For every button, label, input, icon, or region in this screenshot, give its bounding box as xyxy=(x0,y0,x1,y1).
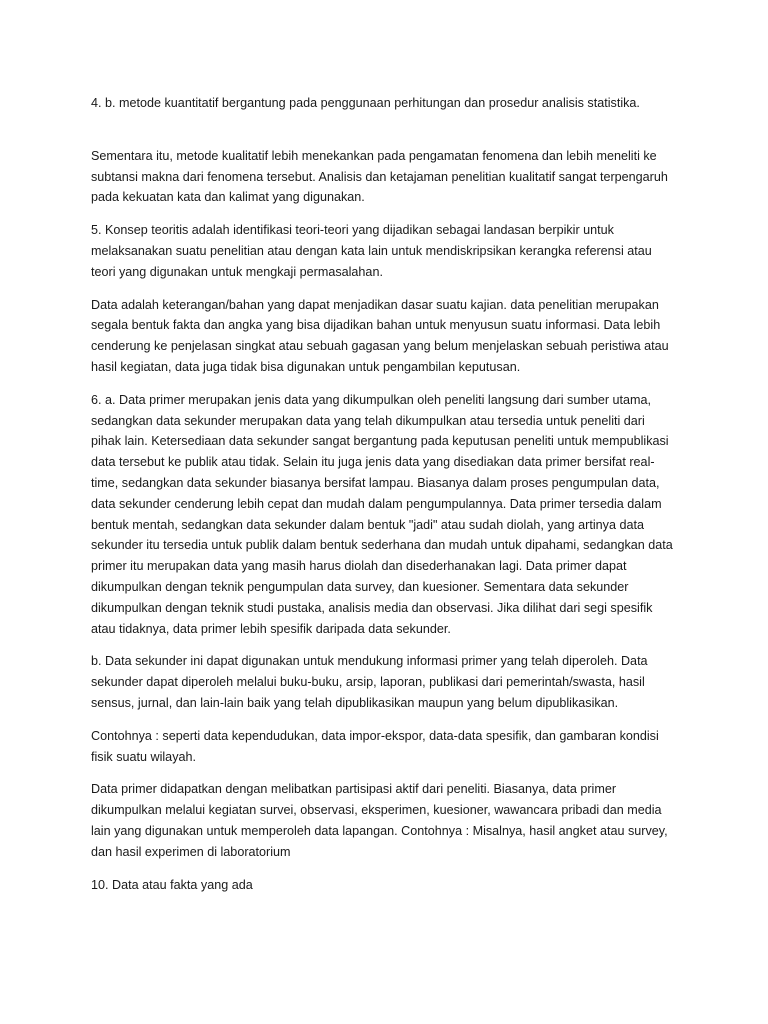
paragraph-contoh-sekunder: Contohnya : seperti data kependudukan, data impor-ekspor, data-data spesifik, dan gambaran kondisi fisik suatu wilayah. xyxy=(91,728,659,764)
document-body xyxy=(91,93,677,907)
paragraph-data-primer-contoh: Data primer didapatkan dengan melibatkan partisipasi aktif dari peneliti. Biasanya, data primer dikumpulkan melalui kegiatan survei, observasi, eksperimen, kuesioner, wawancara pribadi dan media lain yang digunakan untuk memperoleh data lapangan. Contohnya : Misalnya, hasil angket atau survey, dan hasil experimen di laboratorium xyxy=(91,782,668,859)
paragraph-definisi-data: Data adalah keterangan/bahan yang dapat menjadikan dasar suatu kajian. data penelitian merupakan segala bentuk fakta dan angka yang bisa dijadikan bahan untuk menyusun suatu informasi. Data lebih cenderung ke penjelasan singkat atau sebuah gagasan yang belum menjelaskan sebuah peristiwa atau hasil kegiatan, data juga tidak bisa digunakan untuk pengambilan keputusan. xyxy=(91,297,669,374)
paragraph-4b: 4. b. metode kuantitatif bergantung pada penggunaan perhitungan dan prosedur analisis statistika. xyxy=(91,96,640,110)
paragraph-5-konsep-teoritis: 5. Konsep teoritis adalah identifikasi teori-teori yang dijadikan sebagai landasan berpikir untuk melaksanakan suatu penelitian atau dengan kata lain untuk mendiskripsikan kerangka referensi atau teori yang digunakan untuk mengkaji permasalahan. xyxy=(91,223,652,279)
paragraph-6a-data-primer: 6. a. Data primer merupakan jenis data yang dikumpulkan oleh peneliti langsung dari sumber utama, sedangkan data sekunder merupakan data yang telah dikumpulkan atau tersedia untuk peneliti dari pihak lain. Ketersediaan data sekunder sangat bergantung pada keputusan peneliti untuk mempublikasi data tersebut ke publik atau tidak. Selain itu juga jenis data yang disediakan data primer bersifat real-time, sedangkan data sekunder biasanya bersifat lampau. Biasanya dalam proses pengumpulan data, data sekunder cenderung lebih cepat dan mudah dalam pengumpulannya. Data primer tersedia dalam bentuk mentah, sedangkan data sekunder dalam bentuk "jadi" atau sudah diolah, yang artinya data sekunder itu tersedia untuk publik dalam bentuk sederhana dan mudah untuk dipahami, sedangkan data primer itu merupakan data yang masih harus diolah dan disederhanakan lagi. Data primer dapat dikumpulkan dengan teknik pengumpulan data survey, dan kuesioner. Sementara data sekunder dikumpulkan dengan teknik studi pustaka, analisis media dan observasi. Jika dilihat dari segi spesifik atau tidaknya, data primer lebih spesifik daripada data sekunder. xyxy=(91,392,673,636)
paragraph-10: 10. Data atau fakta yang ada xyxy=(91,877,253,892)
paragraph-kualitatif: Sementara itu, metode kualitatif lebih menekankan pada pengamatan fenomena dan lebih meneliti ke subtansi makna dari fenomena tersebut. Analisis dan ketajaman penelitian kualitatif sangat terpengaruh pada kekuatan kata dan kalimat yang digunakan. xyxy=(91,148,668,205)
paragraph-6b-data-sekunder: b. Data sekunder ini dapat digunakan untuk mendukung informasi primer yang telah diperoleh. Data sekunder dapat diperoleh melalui buku-buku, arsip, laporan, publikasi dari pemerintah/swasta, hasil sensus, jurnal, dan lain-lain baik yang telah dipublikasikan maupun yang belum dipublikasikan. xyxy=(91,654,648,710)
